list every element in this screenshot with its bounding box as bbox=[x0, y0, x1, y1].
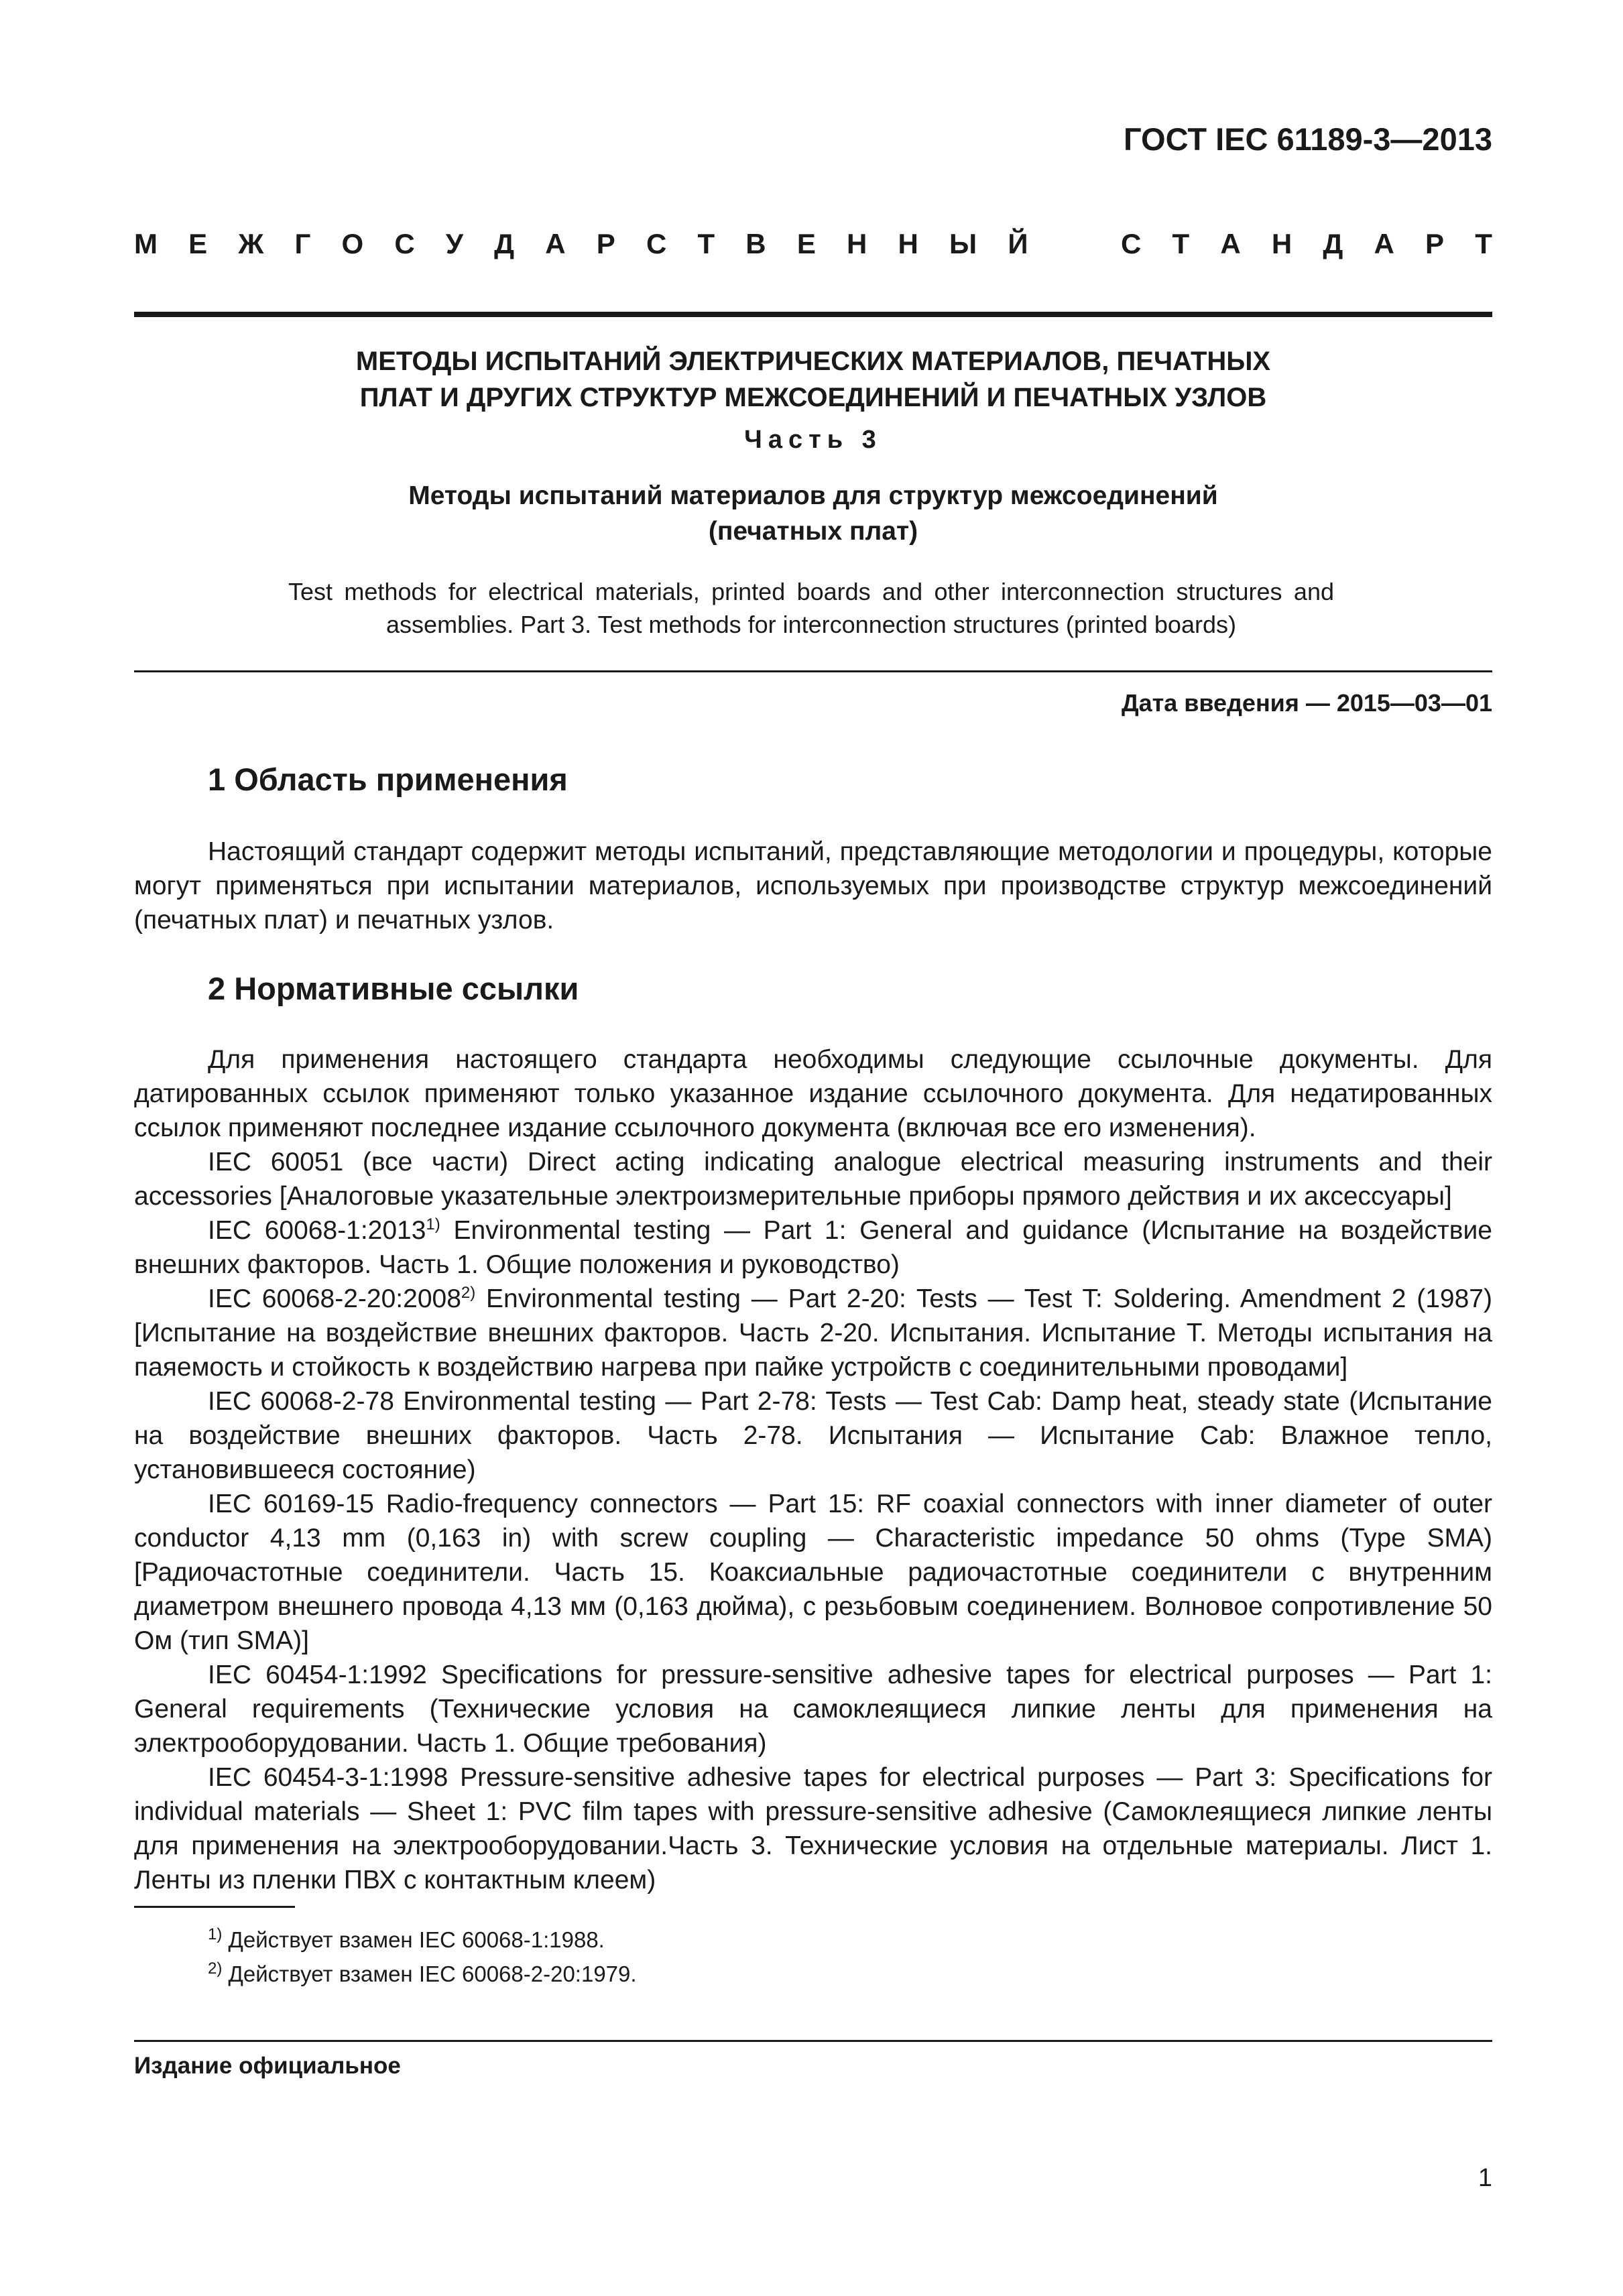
banner-letter: Н bbox=[847, 228, 867, 259]
document-code: ГОСТ IEC 61189-3—2013 bbox=[1124, 121, 1492, 157]
banner-letter: С bbox=[394, 228, 415, 259]
section-2-body bbox=[134, 1042, 1492, 1897]
banner-letter: С bbox=[1121, 228, 1142, 259]
banner-letter: А bbox=[1374, 228, 1394, 259]
page-number: 1 bbox=[1478, 2164, 1492, 2192]
reference-item bbox=[134, 1145, 1492, 1213]
subtitle-line-1: Методы испытаний материалов для структур межсоединений bbox=[408, 481, 1218, 510]
document-title-en: Test methods for electrical materials, printed boards and other interconnection structures and assemblies. Part 3. Test methods for interconnection structures (printed boards) bbox=[288, 578, 1334, 638]
banner-letter: М bbox=[134, 228, 158, 259]
title-line-2: ПЛАТ И ДРУГИХ СТРУКТУР МЕЖСОЕДИНЕНИЙ И ПЕЧАТНЫХ УЗЛОВ bbox=[359, 383, 1267, 412]
section-1-heading: 1 Область применения bbox=[208, 762, 568, 797]
interstate-standard-banner bbox=[134, 228, 1492, 260]
banner-letter: С bbox=[646, 228, 667, 259]
footnote-mark: 2) bbox=[208, 1959, 223, 1978]
reference-text: IEC 60068-2-78 Environmental testing — Part 2-78: Tests — Test Cab: Damp heat, steady state (Испытание на воздействие внешних факторов. Часть 2-78. Испытания — Испытание Cab: Влажное тепло, установившееся состояние) bbox=[134, 1387, 1492, 1484]
footnote-marker: 2) bbox=[461, 1284, 476, 1302]
footnote-text: Действует взамен IEC 60068-2-20:1979. bbox=[222, 1961, 637, 1986]
section-2-heading: 2 Нормативные ссылки bbox=[208, 971, 579, 1006]
banner-letter: Т bbox=[1172, 228, 1190, 259]
banner-letter: В bbox=[745, 228, 766, 259]
header-rule bbox=[134, 312, 1492, 317]
section-2-intro: Для применения настоящего стандарта необходимы следующие ссылочные документы. Для датированных ссылок применяют только указанное издание ссылочного документа. Для недатированных ссылок применяют последнее издание ссылочного документа (включая все его изменения). bbox=[134, 1045, 1492, 1142]
banner-letter: Р bbox=[1425, 228, 1445, 259]
reference-text: IEC 60454-3-1:1998 Pressure-sensitive adhesive tapes for electrical purposes — Part 3: Specifications for individual materials — Sheet 1: PVC film tapes with pressure-sensitive adhesive (Самоклеящиеся липкие ленты для применения на электрооборудовании.Часть 3. Технические условия на отдельные материалы. Лист 1. Ленты из пленки ПВХ с контактным клеем) bbox=[134, 1763, 1492, 1894]
footer-rule bbox=[134, 2040, 1492, 2042]
reference-text: IEC 60051 (все части) Direct acting indicating analogue electrical measuring instruments and their accessories [Аналоговые указательные электроизмерительные приборы прямого действия и их аксессуары] bbox=[134, 1148, 1492, 1211]
reference-text: Environmental testing — Part 2-20: Tests — Test T: Soldering. Amendment 2 (1987) [Испытание на воздействие внешних факторов. Часть 2-20. Испытания. Испытание Т. Методы испытания на паяемость и стойкость к воздействию нагрева при пайке устройств с соединительными проводами] bbox=[134, 1284, 1492, 1382]
banner-letter: Н bbox=[898, 228, 918, 259]
banner-letter: А bbox=[545, 228, 566, 259]
reference-item bbox=[134, 1213, 1492, 1282]
banner-letter: Ж bbox=[238, 228, 264, 259]
footnotes bbox=[208, 1923, 637, 1991]
reference-text: IEC 60169-15 Radio-frequency connectors — Part 15: RF coaxial connectors with inner diameter of outer conductor 4,13 mm (0,163 in) with screw coupling — Characteristic impedance 50 ohms (Type SMA) [Радиочастотные соединители. Часть 15. Коаксиальные радиочастотные соединители с внутренним диаметром внешнего провода 4,13 мм (0,163 дюйма), с резьбовым соединением. Волновое сопротивление 50 Ом (тип SMA)] bbox=[134, 1490, 1492, 1655]
banner-letter: О bbox=[341, 228, 364, 259]
part-label: Часть 3 bbox=[744, 426, 882, 454]
document-subtitle bbox=[134, 478, 1492, 549]
document-title-ru bbox=[134, 343, 1492, 416]
reference-text: Environmental testing — Part 1: General and guidance (Испытание на воздействие внешних факторов. Часть 1. Общие положения и руководство) bbox=[134, 1216, 1492, 1279]
banner-letter: Й bbox=[1008, 228, 1028, 259]
reference-item bbox=[134, 1760, 1492, 1897]
footnote-marker: 1) bbox=[426, 1215, 440, 1233]
banner-letter: Е bbox=[796, 228, 816, 259]
banner-letter: А bbox=[1220, 228, 1241, 259]
banner-letter: Д bbox=[494, 228, 515, 259]
reference-item bbox=[134, 1658, 1492, 1760]
title-line-1: МЕТОДЫ ИСПЫТАНИЙ ЭЛЕКТРИЧЕСКИХ МАТЕРИАЛОВ, ПЕЧАТНЫХ bbox=[355, 347, 1271, 376]
reference-list bbox=[134, 1145, 1492, 1897]
introduction-date: Дата введения — 2015—03—01 bbox=[1121, 689, 1492, 717]
official-edition-label: Издание официальное bbox=[134, 2053, 401, 2079]
banner-letter: У bbox=[445, 228, 463, 259]
banner-letter: Н bbox=[1271, 228, 1293, 259]
section-1-body bbox=[134, 835, 1492, 937]
subtitle-line-2: (печатных плат) bbox=[708, 517, 918, 546]
title-rule bbox=[134, 670, 1492, 672]
reference-text: IEC 60454-1:1992 Specifications for pressure-sensitive adhesive tapes for electrical purposes — Part 1: General requirements (Технические условия на самоклеящиеся липкие ленты для применения на электрооборудовании. Часть 1. Общие требования) bbox=[134, 1660, 1492, 1758]
banner-letter: Т bbox=[697, 228, 715, 259]
reference-item bbox=[134, 1487, 1492, 1658]
reference-item bbox=[134, 1282, 1492, 1384]
reference-text: IEC 60068-2-20:2008 bbox=[208, 1284, 461, 1313]
banner-letter: Р bbox=[596, 228, 615, 259]
banner-letter: Д bbox=[1323, 228, 1343, 259]
banner-letter: Ы bbox=[949, 228, 977, 259]
banner-letter: Е bbox=[188, 228, 208, 259]
footnote-mark: 1) bbox=[208, 1925, 223, 1943]
reference-text: IEC 60068-1:2013 bbox=[208, 1216, 426, 1245]
banner-letter: Г bbox=[294, 228, 311, 259]
footnote-rule bbox=[134, 1906, 295, 1908]
banner-letter: Т bbox=[1475, 228, 1492, 259]
footnote-item bbox=[208, 1957, 637, 1991]
footnote-item bbox=[208, 1923, 637, 1957]
reference-item bbox=[134, 1384, 1492, 1487]
footnote-text: Действует взамен IEC 60068-1:1988. bbox=[222, 1927, 605, 1952]
section-1-paragraph: Настоящий стандарт содержит методы испытаний, представляющие методологии и процедуры, которые могут применяться при испытании материалов, используемых при производстве структур межсоединений (печатных плат) и печатных узлов. bbox=[134, 837, 1492, 934]
